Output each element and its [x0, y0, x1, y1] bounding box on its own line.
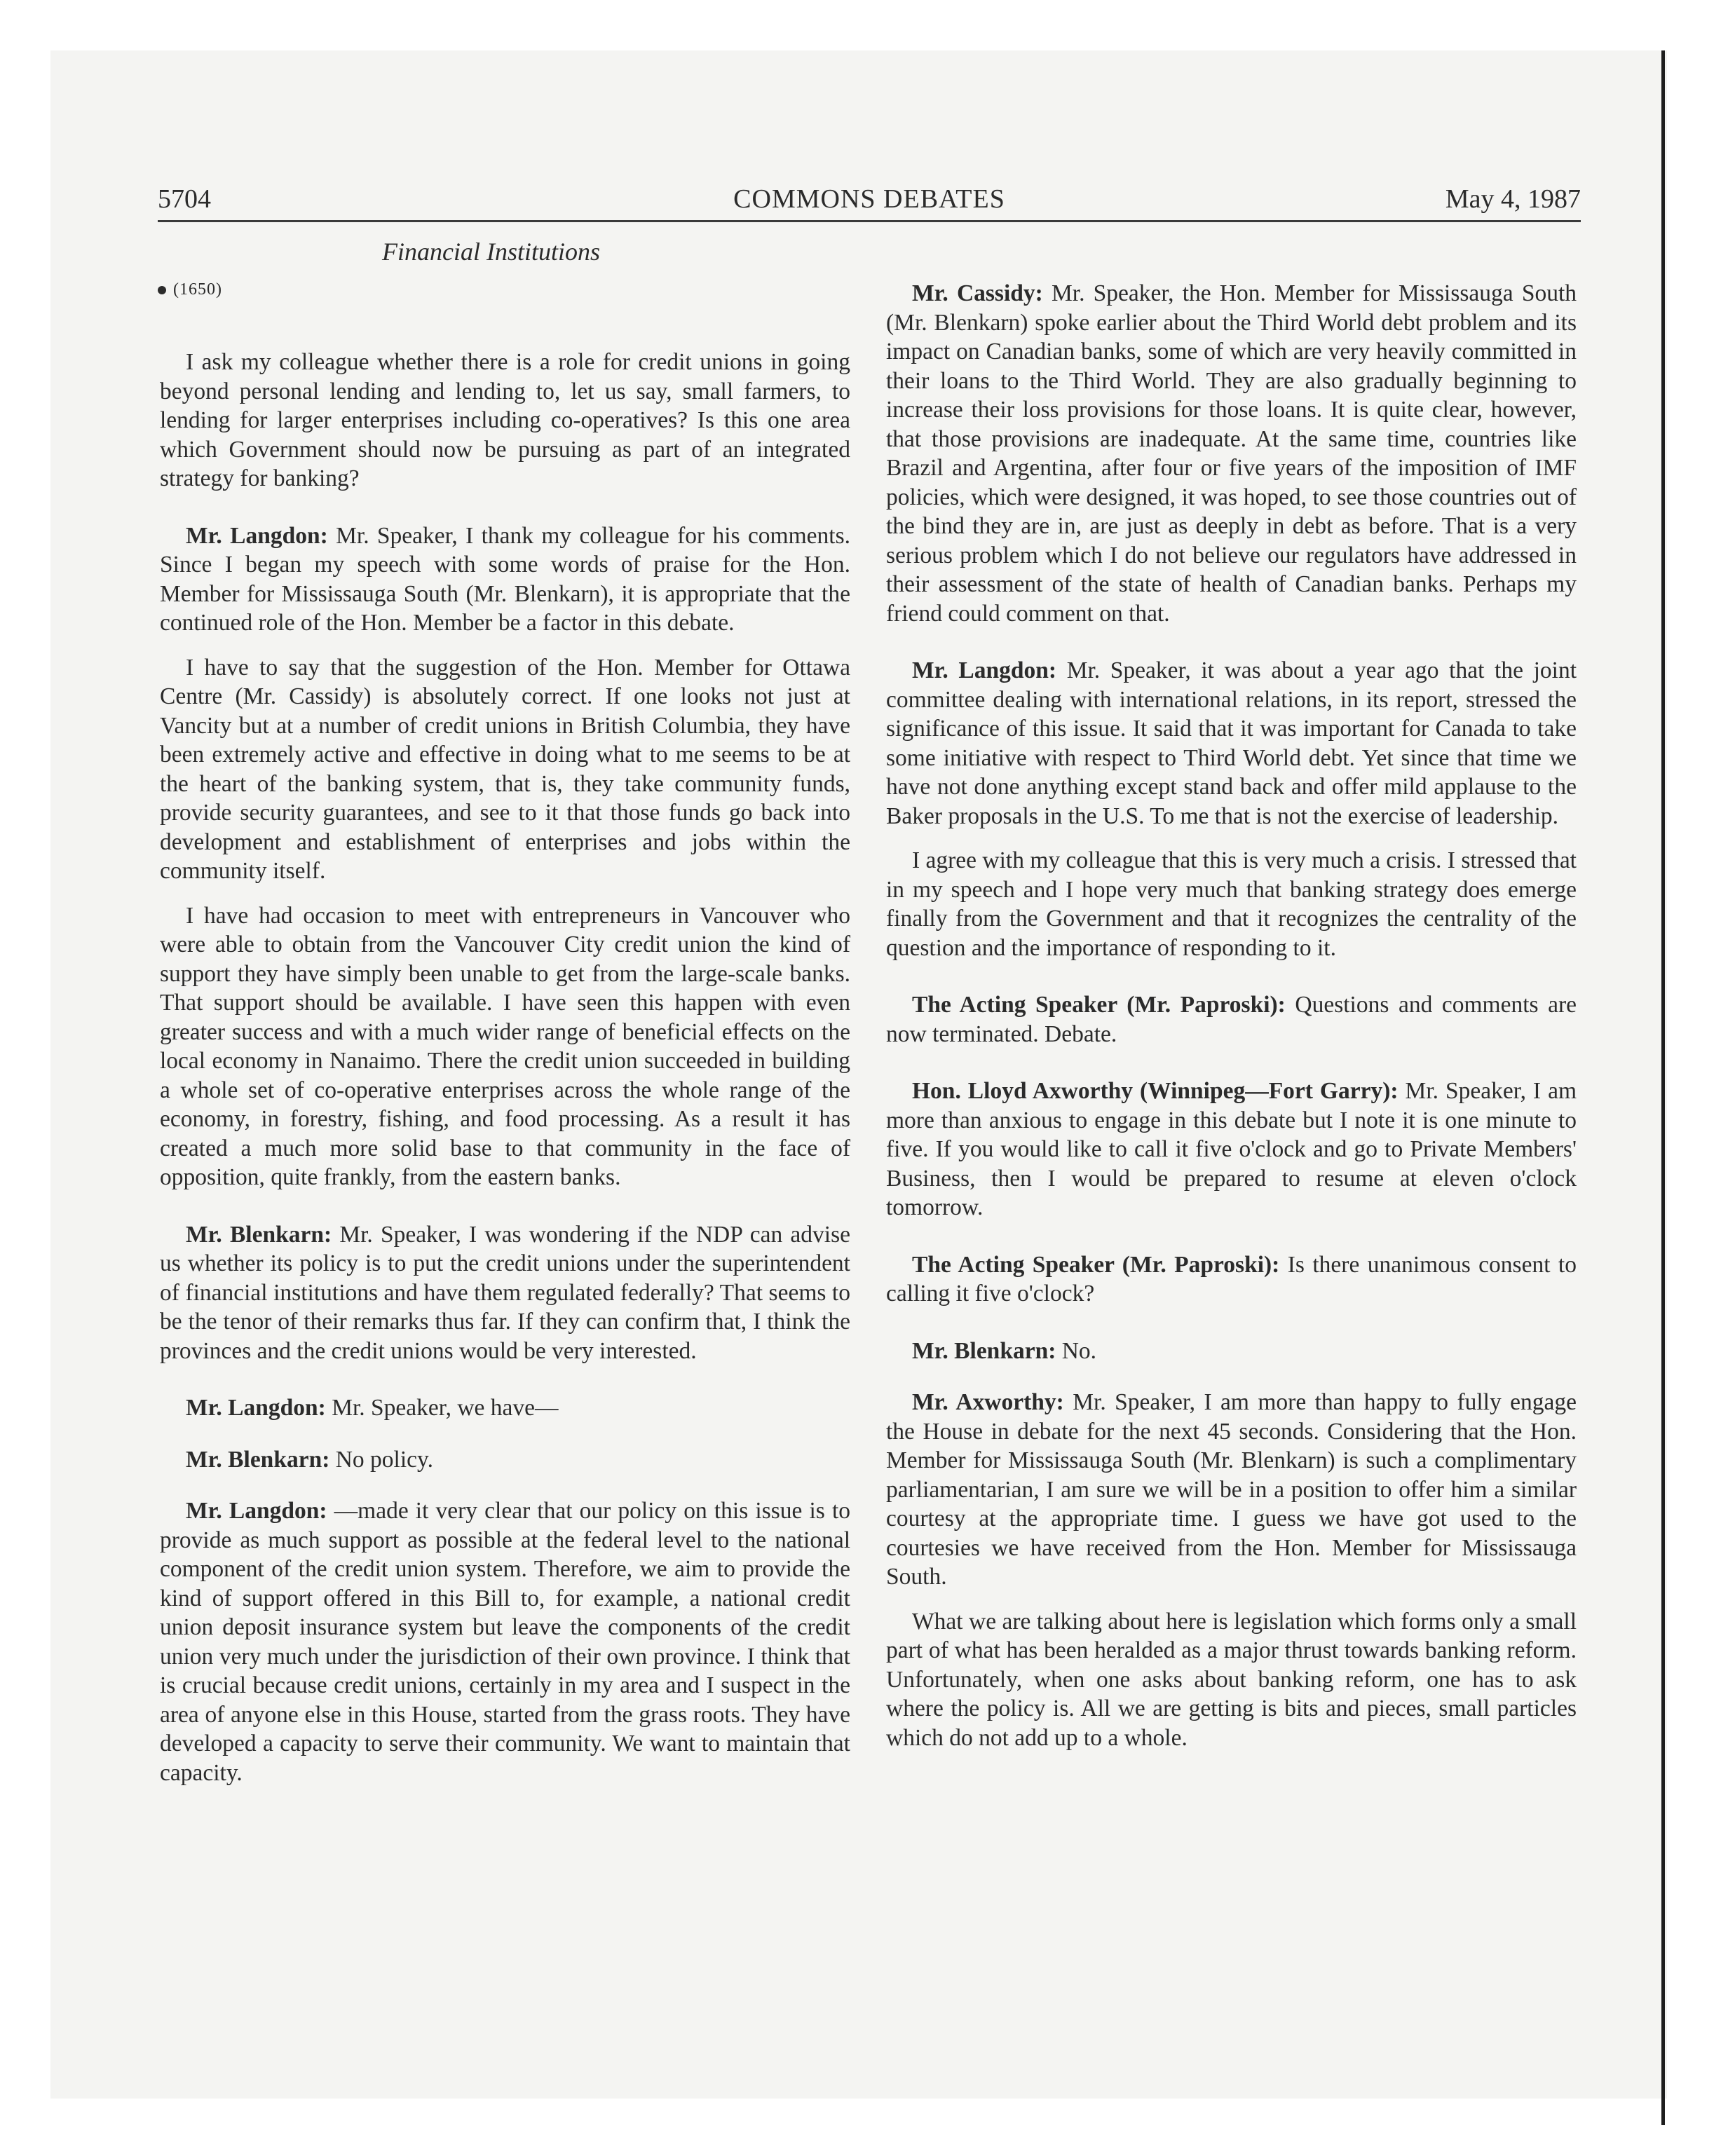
speaker-name: Mr. Blenkarn: [912, 1337, 1056, 1364]
paragraph [886, 1077, 1577, 1222]
paragraph [886, 1250, 1577, 1309]
speaker-name: Mr. Langdon: [912, 657, 1057, 683]
paragraph [886, 279, 1577, 628]
page-number: 5704 [158, 184, 211, 214]
paragraph [886, 846, 1577, 962]
paragraph [160, 653, 850, 886]
paragraph [886, 1388, 1577, 1592]
paragraph-text: What we are talking about here is legislation which forms only a small part of what has been heralded as a major thrust towards banking reform. Unfortunately, when one asks about banking reform, one has to ask where the policy is. All we are getting is bits and pieces, small particles which do not add up to a whole. [886, 1608, 1577, 1751]
paragraph-text: Mr. Speaker, we have— [332, 1395, 559, 1421]
paragraph [160, 521, 850, 638]
paragraph-text: Mr. Speaker, the Hon. Member for Mississauga South (Mr. Blenkarn) spoke earlier about the Third World debt problem and its impact on Canadian banks, some of which are very heavily committed in their loans to the Third World. They are also gradually beginning to increase their loss provisions for those loans. It is quite clear, however, that those provisions are inadequate. At the same time, countries like Brazil and Argentina, after four or five years of the imposition of IMF policies, which were designed, it was hoped, to see those countries out of the bind they are in, are just as deeply in debt as before. That is a very serious problem which I do not believe our regulators have addressed in their assessment of the state of health of Canadian banks. Perhaps my friend could comment on that. [886, 280, 1577, 627]
paragraph-text: Questions and comments are now terminated. Debate. [886, 992, 1577, 1047]
paragraph-text: Mr. Speaker, it was about a year ago that the joint committee dealing with international relations, in its report, stressed the significance of this issue. It said that it was important for Canada to take some initiative with respect to Third World debt. Yet since that time we have not done anything except stand back and offer mild applause to the Baker proposals in the U.S. To me that is not the exercise of leadership. [886, 657, 1577, 829]
paragraph-text: —made it very clear that our policy on this issue is to provide as much support as possible at the federal level to the national component of the credit union system. Therefore, we aim to provide the kind of support offered in this Bill to, for example, a national credit union deposit insurance system but leave the components of the credit union very much under the jurisdiction of their own province. I think that is crucial because credit unions, certainly in my area and I suspect in the area of anyone else in this House, started from the grass roots. They have developed a capacity to serve their community. We want to maintain that capacity. [160, 1498, 851, 1786]
paragraph [886, 656, 1577, 831]
publication-date: May 4, 1987 [1445, 184, 1581, 214]
paragraph [160, 901, 850, 1192]
speaker-name: Mr. Cassidy: [912, 280, 1043, 306]
speaker-name: Mr. Langdon: [186, 522, 328, 549]
speaker-name: Hon. Lloyd Axworthy (Winnipeg—Fort Garry): [912, 1078, 1399, 1104]
paragraph-text: Is there unanimous consent to calling it five o'clock? [886, 1251, 1577, 1306]
scan-edge-rule [1661, 50, 1665, 2125]
speaker-name: Mr. Axworthy: [912, 1389, 1064, 1415]
paragraph-text: I agree with my colleague that this is very much a crisis. I stressed that in my speech and I hope very much that banking strategy does emerge finally from the Government and that it recognizes the centrality of the question and the importance of responding to it. [886, 847, 1577, 961]
page-header [158, 181, 1581, 222]
paragraph-text: I ask my colleague whether there is a role for credit unions in going beyond personal lending and lending to, let us say, small farmers, to lending for larger enterprises including co-operatives? Is this one area which Government should now be pursuing as part of an integrated strategy for banking? [160, 349, 850, 491]
paragraph [160, 1220, 850, 1366]
paragraph [886, 1607, 1577, 1753]
speaker-name: Mr. Langdon: [186, 1395, 326, 1421]
publication-title: COMMONS DEBATES [733, 184, 1005, 214]
time-marker-label: (1650) [173, 280, 222, 299]
left-column [160, 348, 850, 1787]
paragraph [160, 348, 850, 493]
paragraph-text: No policy. [335, 1446, 433, 1473]
speaker-name: Mr. Langdon: [186, 1498, 327, 1524]
speaker-name: Mr. Blenkarn: [186, 1446, 330, 1473]
right-column [886, 279, 1577, 1752]
paragraph-text: Mr. Speaker, I thank my colleague for his comments. Since I began my speech with some words of praise for the Hon. Member for Mississauga South (Mr. Blenkarn), it is appropriate that the continued role of the Hon. Member be a factor in this debate. [160, 522, 851, 636]
speaker-name: The Acting Speaker (Mr. Paproski): [912, 1251, 1280, 1278]
speaker-name: The Acting Speaker (Mr. Paproski): [912, 992, 1286, 1018]
paragraph [160, 1496, 850, 1787]
paragraph-text: I have to say that the suggestion of the Hon. Member for Ottawa Centre (Mr. Cassidy) is absolutely correct. If one looks not just at Vancity but at a number of credit unions in British Columbia, they have been extremely active and effective in doing what to me seems to be at the heart of the banking system, that is, they take community funds, provide security guarantees, and see to it that those funds go back into development and establishment of enterprises and jobs within the community itself. [160, 654, 850, 884]
paragraph-text: Mr. Speaker, I am more than anxious to engage in this debate but I note it is one minute to five. If you would like to call it five o'clock and go to Private Members' Business, then I would be prepared to resume at eleven o'clock tomorrow. [886, 1078, 1577, 1220]
paragraph-text: Mr. Speaker, I am more than happy to fully engage the House in debate for the next 45 seconds. Considering that the Hon. Member for Mississauga South (Mr. Blenkarn) is such a complimentary parliamentarian, I am sure we will be in a position to offer him a similar courtesy at the appropriate time. I guess we have got used to the courtesies we have received from the Hon. Member for Mississauga South. [886, 1389, 1577, 1590]
paragraph [886, 1337, 1577, 1366]
time-marker [158, 280, 222, 299]
bullet-icon [158, 286, 166, 294]
paragraph [160, 1445, 850, 1475]
paragraph [160, 1393, 850, 1423]
speaker-name: Mr. Blenkarn: [186, 1221, 332, 1248]
section-title: Financial Institutions [382, 238, 600, 266]
paragraph-text: Mr. Speaker, I was wondering if the NDP can advise us whether its policy is to put the credit unions under the superintendent of financial institutions and have them regulated federally? That seems to be the tenor of their remarks thus far. If they can confirm that, I think the provinces and the credit unions would be very interested. [160, 1221, 850, 1364]
paragraph [886, 990, 1577, 1049]
paragraph-text: I have had occasion to meet with entrepreneurs in Vancouver who were able to obtain from the Vancouver City credit union the kind of support they have simply been unable to get from the large-scale banks. That support should be available. I have seen this happen with even greater success and with a much wider range of beneficial effects on the local economy in Nanaimo. There the credit union succeeded in building a whole set of co-operative enterprises across the whole range of the economy, in forestry, fishing, and food processing. As a result it has created a much more solid base to that community in the face of opposition, quite frankly, from the eastern banks. [160, 902, 850, 1190]
paragraph-text: No. [1061, 1337, 1097, 1364]
